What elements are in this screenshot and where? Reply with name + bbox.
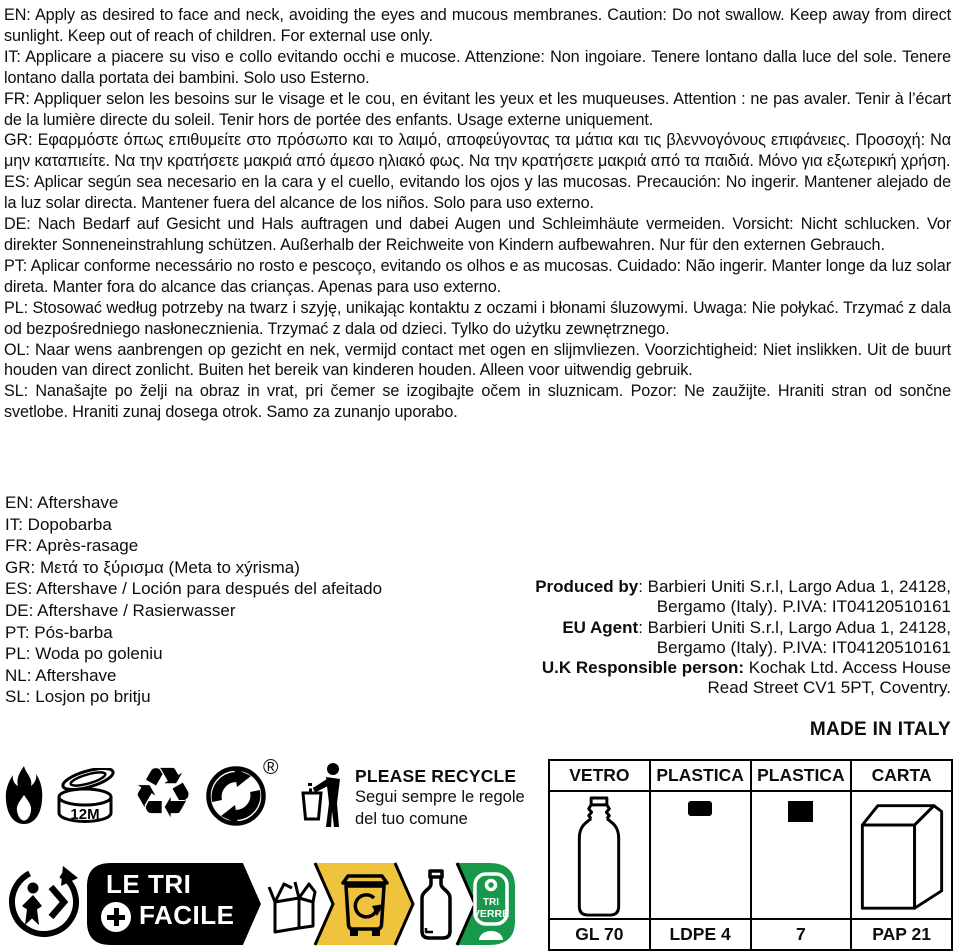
warning-paragraph-sl: SL: Nanašajte po želji na obraz in vrat, pri čemer se izogibajte očem in sluznicam. Pozor: Ne zaužijte. Hraniti stran od sončne svetlobe. Hraniti zunaj dosega otrok. Samo za zunanjo uporabo.	[4, 382, 951, 422]
warning-paragraph-pt: PT: Aplicar conforme necessário no rosto e pescoço, evitando os olhos e as mucosas. Cuidado: Não ingerir. Manter longe da luz solar direta. Manter fora do alcance das crianças. Apenas para uso externo.	[4, 256, 951, 296]
tri-verre-label-2: VERRE	[472, 908, 510, 920]
warning-paragraph-es: ES: Aplicar según sea necesario en la cara y el cuello, evitando los ojos y las mucosas. Precaución: No ingerir. Mantener alejado de la luz solar directa. Mantener fuera del alcance de los niños. Solo para uso externo.	[4, 173, 951, 213]
table-header-plastica1: PLASTICA	[650, 760, 751, 791]
recycle-note	[355, 765, 525, 830]
product-name-it: IT: Dopobarba	[5, 514, 112, 534]
glass-bottle-icon	[564, 796, 634, 918]
carton-box-icon	[856, 796, 948, 914]
table-cell-plastic-square	[751, 791, 852, 919]
product-name-fr: FR: Après-rasage	[5, 536, 139, 556]
please-recycle-title: PLEASE RECYCLE	[355, 766, 517, 786]
warnings-section	[4, 5, 951, 423]
product-name-pl: PL: Woda po goleniu	[5, 644, 163, 664]
le-tri-label: LE TRI	[106, 869, 192, 899]
recycle-note-line1: Segui sempre le regole	[355, 788, 525, 806]
product-name-en: EN: Aftershave	[5, 493, 119, 512]
warning-paragraph-pl: PL: Stosować według potrzeby na twarz i szyję, unikając kontaktu z oczami i błonami śluzowymi. Uwaga: Nie połykać. Trzymać z dala od bezpośredniego nasłonecznienia. Trzymać z dala od dzieci. Tylko do użytku zewnętrznego.	[4, 298, 951, 338]
warning-paragraph-de: DE: Nach Bedarf auf Gesicht und Hals auftragen und dabei Augen und Schleimhäute vermeiden. Vorsicht: Nicht schlucken. Vor direkter Sonneneinstrahlung schützen. Außerhalb der Reichweite von Kindern aufbewahren. Nur für den externen Gebrauch.	[4, 215, 951, 254]
product-names-list	[5, 492, 425, 708]
producer-line: Bergamo (Italy). P.IVA: IT04120510161	[656, 637, 951, 657]
plastic-square-icon	[788, 801, 813, 822]
facile-label: FACILE	[139, 900, 235, 930]
table-code-pap21: PAP 21	[851, 919, 952, 950]
table-cell-carton-box	[851, 791, 952, 919]
made-in-italy-label: MADE IN ITALY	[809, 719, 951, 740]
producer-line: EU Agent: Barbieri Uniti S.r.l, Largo Adua 1, 24128,	[562, 617, 951, 637]
table-cell-plastic-cap	[650, 791, 751, 919]
warning-paragraph-nl: OL: Naar wens aanbrengen op gezicht en nek, vermijd contact met ogen en slijmvliezen. Voorzichtigheid: Niet inslikken. Uit de buurt houden van direct zonlicht. Buiten het bereik van kinderen houden. Alleen voor uitwendig gebruik.	[4, 340, 951, 380]
warning-paragraph-en: EN: Apply as desired to face and neck, avoiding the eyes and mucous membranes. Caution: Do not swallow. Keep away from direct sunlight. Keep out of reach of children. For external use only.	[4, 6, 951, 45]
table-code-gl70: GL 70	[549, 919, 650, 950]
mobius-recycling-icon: ♻	[131, 752, 195, 834]
producer-line: Bergamo (Italy). P.IVA: IT04120510161	[656, 597, 951, 617]
producer-line: Read Street CV1 5PT, Coventry.	[707, 678, 951, 698]
product-name-es: ES: Aftershave / Loción para después del afeitado	[5, 579, 383, 599]
product-name-gr: GR: Μετά το ξύρισμα (Meta to xýrisma)	[5, 557, 300, 577]
product-name-sl: SL: Losjon po britju	[5, 687, 151, 707]
tidyman-icon	[300, 761, 350, 831]
triman-icon	[6, 864, 82, 940]
table-header-carta: CARTA	[851, 760, 952, 791]
warning-paragraph-fr: FR: Appliquer selon les besoins sur le visage et le cou, en évitant les yeux et les muqueuses. Attention : ne pas avaler. Tenir à l’écart de la lumière directe du soleil. Tenir hors de portée des enfants. Usage externe uniquement.	[4, 89, 951, 129]
producer-line: U.K Responsible person: Kochak Ltd. Access House	[541, 658, 951, 678]
registered-trademark: ®	[263, 756, 279, 779]
table-code-ldpe4: LDPE 4	[650, 919, 751, 950]
green-dot-icon	[206, 766, 266, 826]
recycle-note-line2: del tuo comune	[355, 809, 468, 828]
plus-icon	[101, 902, 131, 932]
period-after-opening-icon	[54, 768, 120, 828]
table-code-7: 7	[751, 919, 852, 950]
warning-paragraph-it: IT: Applicare a piacere su viso e collo evitando occhi e mucose. Attenzione: Non ingoiare. Tenere lontano dalla luce del sole. Tenere lontano dalla portata dei bambini. Solo uso Esterno.	[4, 47, 951, 87]
pao-12m-label: 12M	[70, 806, 100, 823]
warning-paragraph-gr: GR: Εφαρμόστε όπως επιθυμείτε στο πρόσωπο και το λαιμό, αποφεύγοντας τα μάτια και τις βλεννογόνους επιφάνειες. Προσοχή: Να μην καταπιείτε. Να την κρατήσετε μακριά από άμεσο ηλιακό φως. Να την κρατήσετε μακριά από τα παιδιά. Μόνο για εξωτερική χρήση.	[4, 131, 951, 171]
table-header-vetro: VETRO	[549, 760, 650, 791]
producer-info	[430, 577, 951, 699]
sorting-table	[548, 759, 953, 951]
tri-verre-label-1: TRI	[482, 897, 500, 908]
product-name-pt: PT: Pós-barba	[5, 622, 113, 642]
table-cell-glass-bottle	[549, 791, 650, 919]
plastic-cap-icon	[688, 801, 712, 816]
table-header-plastica2: PLASTICA	[751, 760, 852, 791]
product-name-de: DE: Aftershave / Rasierwasser	[5, 600, 236, 620]
flammable-icon	[5, 765, 43, 827]
producer-line: Produced by: Barbieri Uniti S.r.l, Largo Adua 1, 24128,	[535, 577, 951, 596]
product-name-nl: NL: Aftershave	[5, 665, 117, 685]
